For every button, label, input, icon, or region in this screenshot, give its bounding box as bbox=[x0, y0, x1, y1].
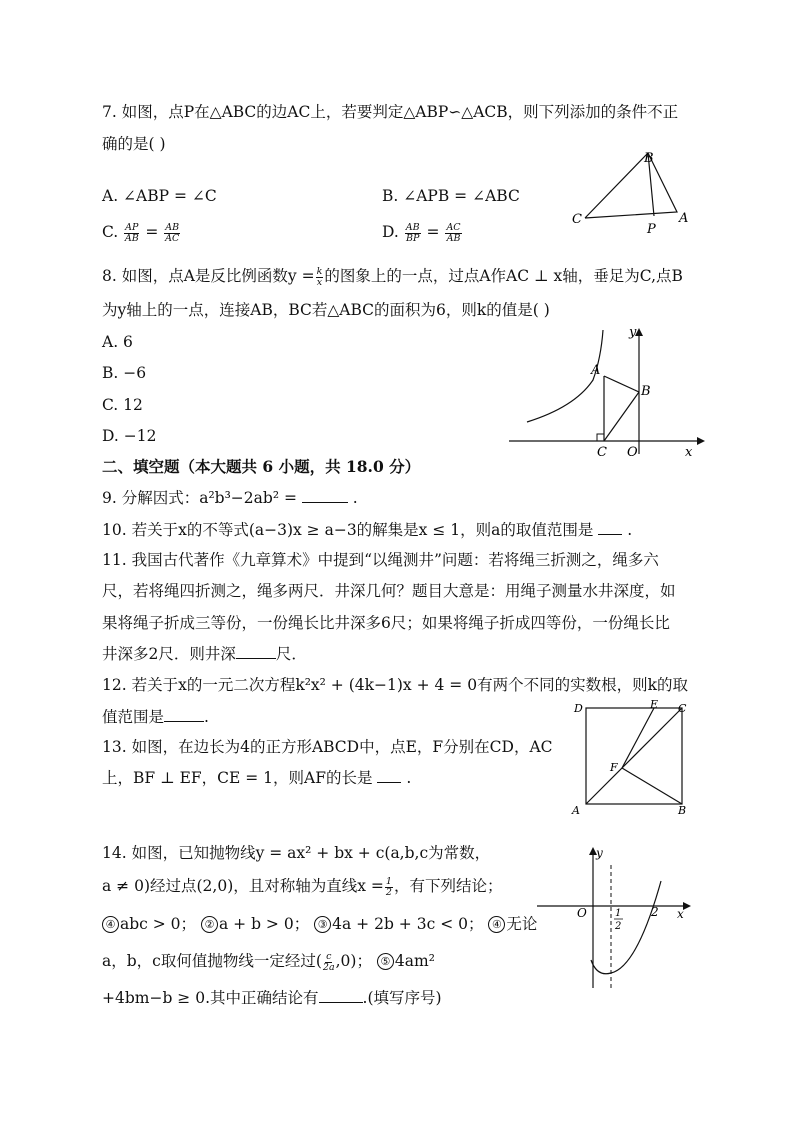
q14-line4-c: 4am² bbox=[394, 952, 435, 970]
q8-option-d: D. −12 bbox=[102, 427, 157, 445]
q14-label-two: 2 bbox=[651, 905, 659, 919]
q7-d-frac2 bbox=[445, 223, 461, 244]
q7-d-frac1-den: BP bbox=[405, 232, 420, 244]
q12-line1: 12. 若关于x的一元二次方程k²x² + (4k−1)x + 4 = 0有两个不同的实数根，则k的取 bbox=[102, 676, 688, 694]
q14-line4 bbox=[102, 951, 435, 973]
q7-label-c: C bbox=[572, 212, 582, 227]
q8-label-y: y bbox=[629, 325, 637, 340]
q13-label-d: D bbox=[574, 702, 583, 715]
q14-frac-half-den: 2 bbox=[385, 886, 392, 898]
q9-answer-blank[interactable] bbox=[302, 488, 348, 503]
q10-text: 10. 若关于x的不等式(a−3)x ≥ a−3的解集是x ≤ 1，则a的取值范围是 bbox=[102, 521, 599, 539]
q11-line4-a: 井深多2尺．则井深 bbox=[102, 645, 236, 663]
q7-d-frac2-num: AC bbox=[446, 221, 461, 233]
q14-line3 bbox=[102, 914, 537, 934]
q14-conclusion3-mark: ③ bbox=[314, 916, 331, 933]
q8-line2: 为y轴上的一点，连接AB，BC若△ABC的面积为6，则k的值是( ) bbox=[102, 301, 550, 319]
q14-line4-b: ,0)； bbox=[335, 952, 372, 970]
q14-line5-a: +4bm−b ≥ 0.其中正确结论有 bbox=[102, 989, 319, 1007]
q8-hyperbola-figure bbox=[505, 322, 710, 462]
q8-frac-num: k bbox=[316, 265, 323, 277]
q11-line2: 尺，若将绳四折测之，绳多两尺．井深几何？题目大意是：用绳子测量水井深度，如 bbox=[102, 582, 676, 600]
q12-line2 bbox=[102, 707, 209, 727]
q7-line1: 7. 如图，点P在△ABC的边AC上，若要判定△ABP∽△ACB，则下列添加的条件不正 bbox=[102, 103, 679, 121]
q7-option-b: B. ∠APB = ∠ABC bbox=[382, 187, 520, 205]
q7-c-frac1 bbox=[124, 223, 139, 244]
q14-line2-b: ，有下列结论； bbox=[393, 877, 503, 895]
q7-c-frac2-num: AB bbox=[165, 221, 180, 233]
q14-conclusion4: 无论 bbox=[506, 915, 538, 933]
q14-frac-c2a-den: 2a bbox=[322, 961, 335, 973]
q14-line2-a: a ≠ 0)经过点(2,0)，且对称轴为直线x = bbox=[102, 877, 384, 895]
q14-line1: 14. 如图，已知抛物线y = ax² + bx + c(a,b,c为常数， bbox=[102, 844, 491, 862]
q14-label-half-den: 2 bbox=[615, 921, 622, 932]
q11-line1: 11. 我国古代著作《九章算术》中提到“以绳测井”问题：若将绳三折测之，绳多六 bbox=[102, 551, 659, 569]
q12-line2-b: . bbox=[204, 708, 209, 726]
q8-label-x: x bbox=[685, 445, 693, 460]
q14-conclusion4-mark: ④ bbox=[488, 916, 505, 933]
q14-label-half-num: 1 bbox=[615, 908, 622, 919]
q9-line bbox=[102, 488, 358, 508]
q14-parabola-figure bbox=[533, 843, 698, 993]
q13-line2-b: . bbox=[401, 769, 412, 787]
q13-label-e: E bbox=[650, 700, 659, 711]
q14-conclusion1-mark: ④ bbox=[102, 916, 119, 933]
q14-answer-blank[interactable] bbox=[319, 988, 363, 1003]
q7-option-d: D. $\frac{AB}{BP}$ = $\frac{AC}{AB}$ bbox=[382, 221, 461, 244]
q8-frac bbox=[316, 267, 324, 288]
q7-line2: 确的是( ) bbox=[102, 135, 166, 153]
q11-line3: 果将绳子折成三等份，一份绳长比井深多6尺；如果将绳子折成四等份，一份绳长比 bbox=[102, 614, 670, 632]
q13-line1: 13. 如图，在边长为4的正方形ABCD中，点E，F分别在CD，AC bbox=[102, 738, 553, 756]
q14-line5 bbox=[102, 988, 442, 1008]
q14-conclusion1: abc > 0； bbox=[120, 915, 197, 933]
q14-label-y: y bbox=[596, 846, 603, 860]
q13-line2 bbox=[102, 768, 411, 788]
q13-line2-a: 上，BF ⊥ EF，CE = 1，则AF的长是 bbox=[102, 769, 378, 787]
q8-label-o: O bbox=[627, 445, 638, 460]
q13-label-a: A bbox=[572, 804, 580, 817]
q11-line4-b: 尺． bbox=[275, 645, 307, 663]
q8-option-c: C. 12 bbox=[102, 396, 143, 414]
q14-label-x: x bbox=[677, 907, 684, 921]
q14-line5-b: .(填写序号) bbox=[362, 989, 442, 1007]
q8-line1-a: 8. 如图，点A是反比例函数y = bbox=[102, 267, 315, 285]
q14-conclusion2: a + b > 0； bbox=[219, 915, 310, 933]
q7-d-frac2-den: AB bbox=[446, 232, 461, 244]
q10-answer-blank[interactable] bbox=[598, 520, 622, 535]
q7-option-c-label: C. bbox=[102, 223, 119, 241]
q10-line bbox=[102, 520, 632, 540]
q8-label-a: A bbox=[591, 363, 601, 378]
q11-line4 bbox=[102, 644, 307, 664]
q10-end: . bbox=[622, 521, 633, 539]
section-2-heading: 二、填空题（本大题共 6 小题，共 18.0 分） bbox=[102, 457, 421, 476]
q12-line2-a: 值范围是 bbox=[102, 708, 165, 726]
q9-text: 9. 分解因式：a²b³−2ab² = bbox=[102, 489, 302, 507]
q13-label-c: C bbox=[678, 702, 687, 715]
q14-frac-c2a bbox=[323, 952, 335, 973]
q11-answer-blank[interactable] bbox=[236, 644, 276, 659]
q7-c-frac2 bbox=[164, 223, 180, 244]
q7-d-frac1-num: AB bbox=[405, 221, 420, 233]
q13-square-figure bbox=[566, 700, 696, 818]
q14-frac-half-num: 1 bbox=[385, 875, 392, 887]
q8-label-c: C bbox=[597, 445, 607, 460]
q7-label-b: B bbox=[644, 151, 654, 166]
q14-line4-a: a，b，c取何值抛物线一定经过( bbox=[102, 952, 322, 970]
q8-option-a: A. 6 bbox=[102, 333, 133, 351]
q7-c-frac1-num: AP bbox=[125, 221, 139, 233]
q8-option-b: B. −6 bbox=[102, 364, 147, 382]
q14-conclusion2-mark: ② bbox=[201, 916, 218, 933]
q7-option-d-label: D. bbox=[382, 223, 399, 241]
q7-c-frac2-den: AC bbox=[165, 232, 180, 244]
q13-label-f: F bbox=[610, 761, 618, 774]
q8-label-b: B bbox=[641, 384, 651, 399]
q14-conclusion5-mark: ⑤ bbox=[377, 953, 394, 970]
q7-label-a: A bbox=[679, 211, 689, 226]
q14-conclusion3: 4a + 2b + 3c < 0； bbox=[332, 915, 484, 933]
q8-frac-den: x bbox=[316, 276, 323, 288]
q7-c-frac1-den: AB bbox=[124, 232, 139, 244]
q14-label-o: O bbox=[577, 906, 587, 920]
q9-end: . bbox=[347, 489, 358, 507]
q7-label-p: P bbox=[647, 222, 656, 237]
q8-line1-b: 的图象上的一点，过点A作AC ⊥ x轴，垂足为C,点B bbox=[324, 267, 683, 285]
q14-frac-half bbox=[385, 877, 393, 898]
q8-line1 bbox=[102, 266, 683, 288]
q7-triangle-figure bbox=[565, 145, 700, 240]
q13-label-b: B bbox=[678, 804, 687, 817]
q7-option-a: A. ∠ABP = ∠C bbox=[102, 187, 217, 205]
q13-answer-blank[interactable] bbox=[377, 768, 401, 783]
q14-line2 bbox=[102, 876, 502, 898]
q12-answer-blank[interactable] bbox=[164, 707, 204, 722]
q7-option-c: C. $\frac{AP}{AB}$ = $\frac{AB}{AC}$ bbox=[102, 221, 180, 244]
q7-d-frac1 bbox=[405, 223, 421, 244]
q14-frac-c2a-num: c bbox=[326, 950, 332, 962]
